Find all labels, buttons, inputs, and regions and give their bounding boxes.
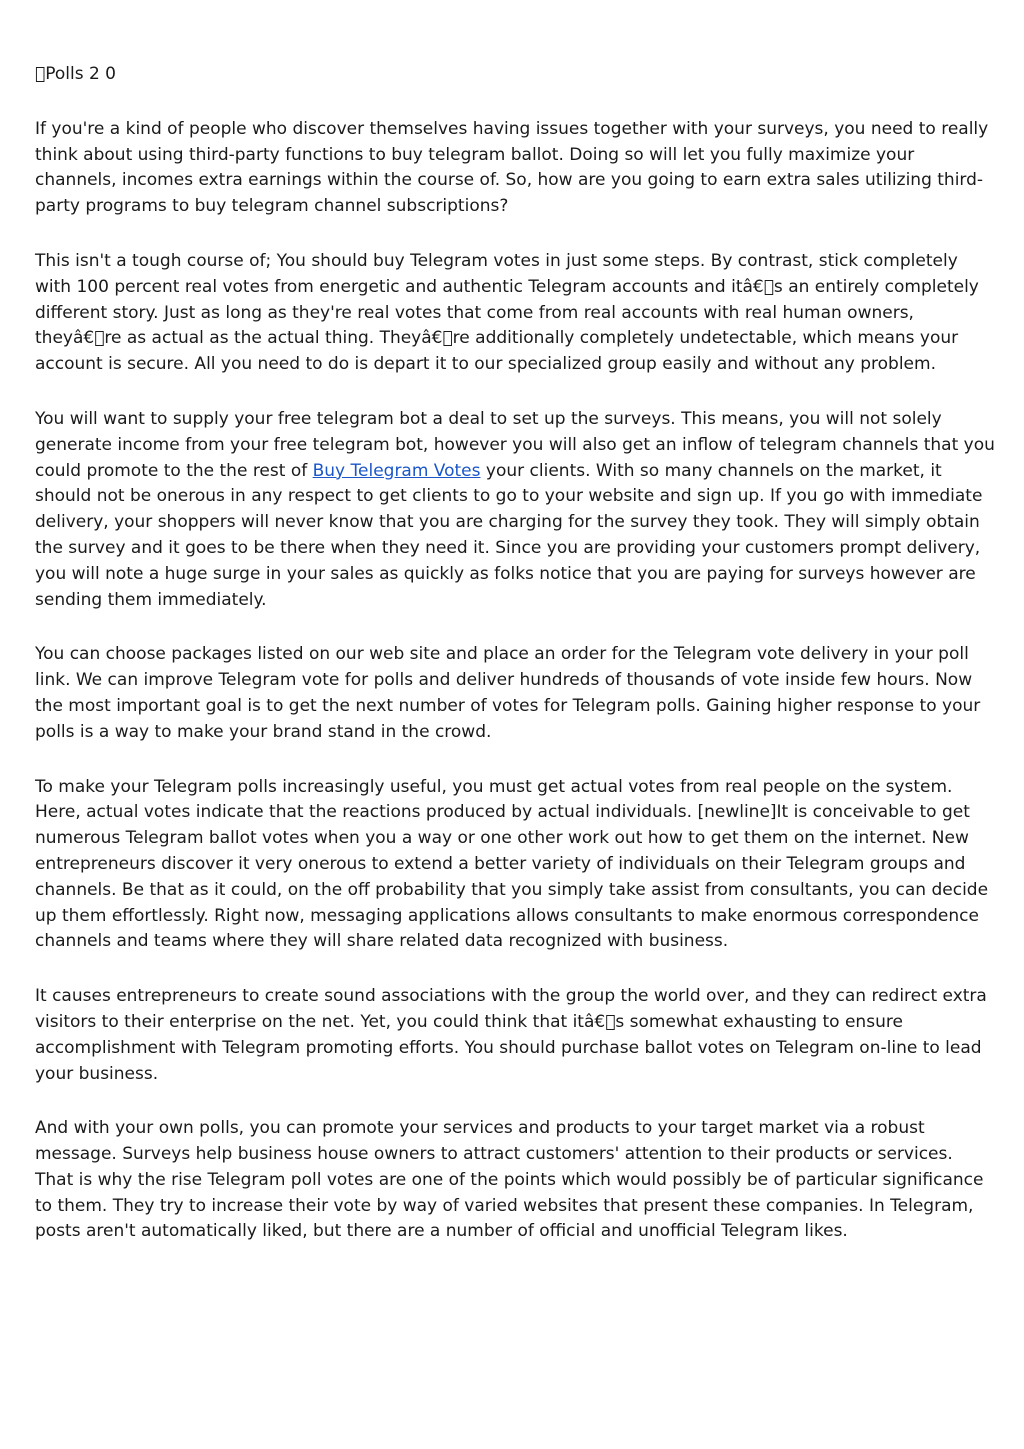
paragraph-1: If you're a kind of people who discover themselves having issues together with your surveys, you need to really think about using third-party functions to buy telegram ballot. Doing so will let you fully maximize your channels, incomes extra earnings within the course of. So, how are you going to earn extra sales utilizing third-party programs to buy telegram channel subscriptions? (35, 118, 989, 217)
paragraph-7: And with your own polls, you can promote your services and products to your target market via a robust message. Surveys help business house owners to attract customers' attention to their products or services. That is why the rise Telegram poll votes are one of the points which would possibly be of particular significance to them. They try to increase their vote by way of varied websites that present these companies. In Telegram, posts aren't automatically liked, but there are a number of official and unofficial Telegram likes. (35, 1118, 984, 1242)
paragraph-5: To make your Telegram polls increasingly useful, you must get actual votes from real people on the system. Here, actual votes indicate that the reactions produced by actual individuals. [newline]It is conceivable to get numerous Telegram ballot votes when you a way or one other work out how to get them on the internet. New entrepreneurs discover it very onerous to extend a better variety of individuals on their Telegram groups and channels. Be that as it could, on the off probability that you simply take assist from consultants, you can decide up them effortlessly. Right now, messaging applications allows consultants to make enormous correspondence channels and teams where they will share related data recognized with business. (35, 776, 989, 952)
paragraph-4: You can choose packages listed on our web site and place an order for the Telegram vote delivery in your poll link. We can improve Telegram vote for polls and deliver hundreds of thousands of vote inside few hours. Now the most important goal is to get the next number of votes for Telegram polls. Gaining higher response to your polls is a way to make your brand stand in the crowd. (35, 644, 981, 742)
paragraph-3-text-before: You will want to supply your free telegram bot a deal to set up the surveys. This means, you will not solely generate income from your free telegram bot, however you will also get an inflow of telegram channels that you could promote to the the rest of (35, 408, 995, 481)
buy-telegram-votes-link[interactable]: Buy Telegram Votes (312, 460, 481, 481)
document-page (35, 62, 995, 1274)
paragraph-6: It causes entrepreneurs to create sound associations with the group the world over, and they can redirect extra visitors to their enterprise on the net. Yet, you could think that itâ€ s somewhat exhausting to ensure accomplishment with Telegram promoting efforts. You should purchase ballot votes on Telegram on-line to lead your business. (35, 986, 987, 1084)
document-title:  Polls 2 0 (35, 64, 116, 84)
paragraph-2: This isn't a tough course of; You should buy Telegram votes in just some steps. By contrast, stick completely with 100 percent real votes from energetic and authentic Telegram accounts and itâ€ s an entirely completely different story. Just as long as they're real votes that come from real accounts with real human owners, theyâ€ re as actual as the actual thing. Theyâ€ re additionally completely undetectable, which means your account is secure. All you need to do is depart it to our specialized group easily and without any problem. (35, 250, 979, 375)
paragraph-3-text-after: your clients. With so many channels on the market, it should not be onerous in any respect to get clients to go to your website and sign up. If you go with immediate delivery, your shoppers will never know that you are charging for the survey they took. They will simply obtain the survey and it goes to be there when they need it. Since you are providing your customers prompt delivery, you will note a huge surge in your sales as quickly as folks notice that you are paying for surveys however are sending them immediately. (35, 460, 983, 610)
paragraph-3 (35, 407, 995, 613)
